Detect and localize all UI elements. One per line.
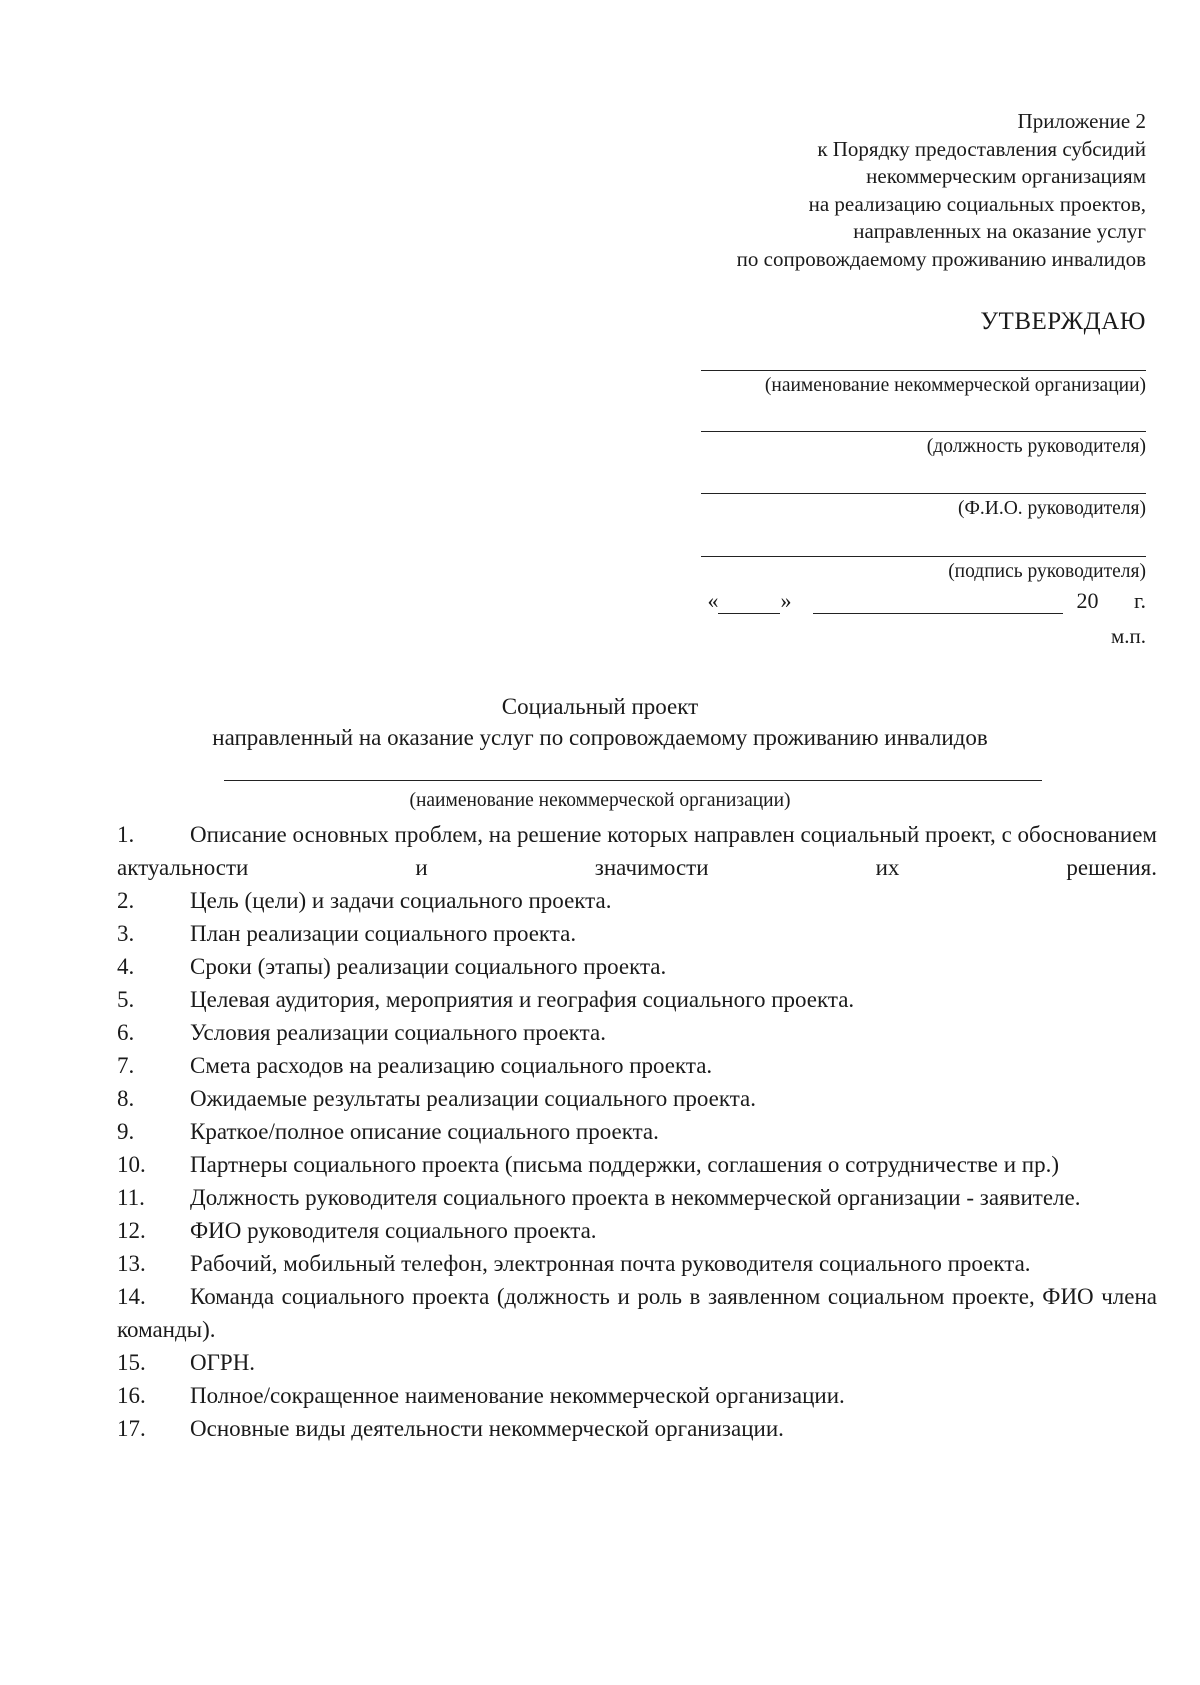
list-item: 17. Основные виды деятельности некоммерческой организации. bbox=[117, 1416, 784, 1441]
document-title: Социальный проект bbox=[501, 694, 699, 719]
list-item: 6. Условия реализации социального проекта. bbox=[117, 1020, 606, 1045]
list-item: 15. ОГРН. bbox=[117, 1350, 256, 1375]
signature-field bbox=[701, 556, 1146, 583]
document-subtitle: направленный на оказание услуг по сопровождаемому проживанию инвалидов bbox=[212, 725, 988, 750]
list-item: 11. Должность руководителя социального проекта в некоммерческой организации - заявителе. bbox=[117, 1185, 1081, 1210]
signature-caption: (подпись руководителя) bbox=[948, 561, 1146, 582]
year-suffix: г. bbox=[1133, 588, 1146, 613]
list-item: 1. Описание основных проблем, на решение которых направлен социальный проект, с обоснованием актуальности и значимости их решения. bbox=[117, 822, 1157, 880]
list-item: 2. Цель (цели) и задачи социального проекта. bbox=[117, 888, 612, 913]
list-item: 3. План реализации социального проекта. bbox=[117, 921, 577, 946]
org-name-blank-line bbox=[224, 780, 1042, 781]
month-blank bbox=[813, 590, 1063, 614]
approval-heading: УТВЕРЖДАЮ bbox=[980, 308, 1146, 335]
list-item: 5. Целевая аудитория, мероприятия и география социального проекта. bbox=[117, 987, 855, 1012]
list-item: 16. Полное/сокращенное наименование некоммерческой организации. bbox=[117, 1383, 845, 1408]
appendix-header bbox=[737, 108, 1146, 273]
list-item: 14. Команда социального проекта (должность и роль в заявленном социальном проекте, ФИО члена команды). bbox=[117, 1284, 1157, 1342]
date-close-quote: » bbox=[780, 588, 792, 613]
org-name-field bbox=[701, 370, 1146, 397]
appendix-line: Приложение 2 bbox=[1017, 109, 1146, 133]
full-name-caption: (Ф.И.О. руководителя) bbox=[957, 498, 1146, 519]
day-blank bbox=[718, 590, 780, 614]
list-item: 10. Партнеры социального проекта (письма поддержки, соглашения о сотрудничестве и пр.) bbox=[117, 1152, 1059, 1177]
position-blank-line bbox=[701, 431, 1146, 432]
appendix-line: некоммерческим организациям bbox=[866, 164, 1146, 188]
list-item: 8. Ожидаемые результаты реализации социального проекта. bbox=[117, 1086, 757, 1111]
date-open-quote: « bbox=[707, 588, 719, 613]
appendix-line: направленных на оказание услуг bbox=[853, 219, 1146, 243]
list-item: 13. Рабочий, мобильный телефон, электронная почта руководителя социального проекта. bbox=[117, 1251, 1031, 1276]
list-item: 4. Сроки (этапы) реализации социального проекта. bbox=[117, 954, 667, 979]
position-field bbox=[701, 431, 1146, 458]
list-item: 12. ФИО руководителя социального проекта. bbox=[117, 1218, 597, 1243]
appendix-line: по сопровождаемому проживанию инвалидов bbox=[736, 246, 1146, 271]
signature-blank-line bbox=[701, 556, 1146, 557]
org-name-caption: (наименование некоммерческой организации) bbox=[409, 790, 791, 811]
stamp-place: м.п. bbox=[1110, 624, 1146, 648]
full-name-field bbox=[701, 493, 1146, 520]
list-item: 7. Смета расходов на реализацию социального проекта. bbox=[117, 1053, 713, 1078]
list-item: 9. Краткое/полное описание социального проекта. bbox=[117, 1119, 659, 1144]
year-prefix: 20 bbox=[1076, 588, 1099, 613]
project-sections-list bbox=[117, 818, 1157, 1445]
appendix-line: к Порядку предоставления субсидий bbox=[817, 136, 1146, 161]
full-name-blank-line bbox=[701, 493, 1146, 494]
approval-date bbox=[707, 588, 1146, 614]
org-name-blank-line bbox=[701, 370, 1146, 371]
appendix-line: на реализацию социальных проектов, bbox=[808, 191, 1146, 216]
org-name-caption: (наименование некоммерческой организации) bbox=[764, 375, 1146, 396]
position-caption: (должность руководителя) bbox=[926, 436, 1146, 457]
